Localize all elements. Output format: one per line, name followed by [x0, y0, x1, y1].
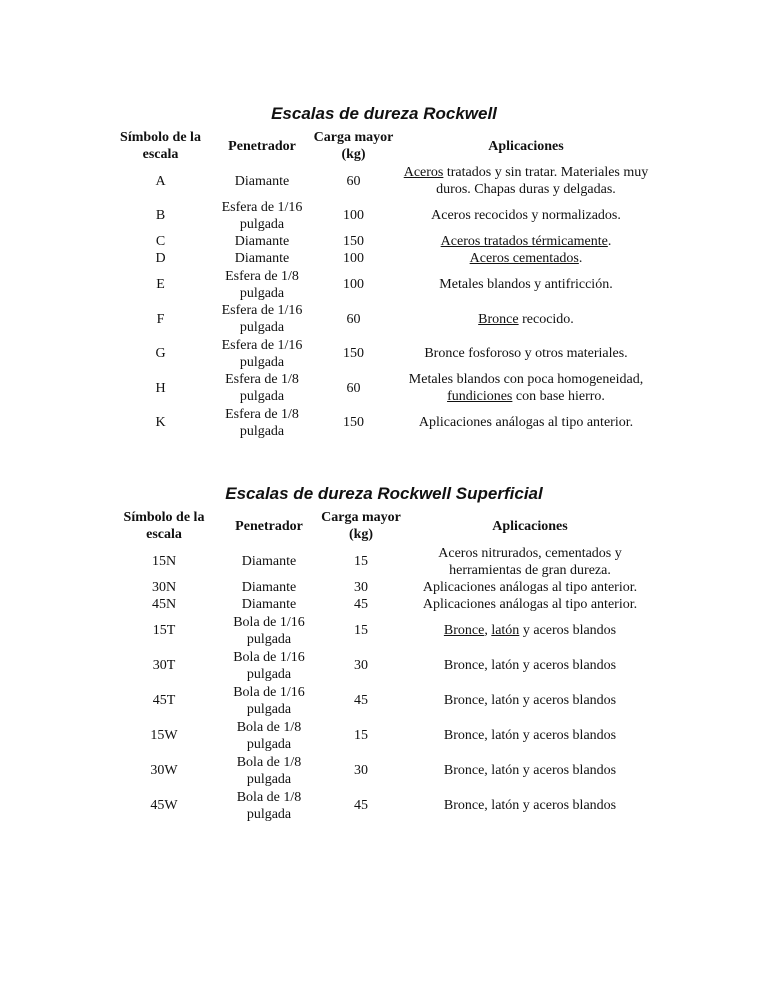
cell-applications [395, 405, 657, 440]
table-row [109, 164, 657, 198]
header-penetrator: Penetrador [228, 138, 296, 154]
cell-symbol: 45W [150, 798, 178, 813]
cell-applications [395, 267, 657, 302]
cell-applications [395, 198, 657, 233]
cell-load: 60 [346, 380, 361, 396]
app-text: Bronce fosforoso y otros materiales. [424, 346, 628, 361]
header-load: Carga mayor (kg) [313, 130, 394, 162]
cell-symbol: 15W [150, 728, 178, 743]
cell-symbol: 45T [152, 693, 176, 708]
cell-symbol: 30N [151, 580, 177, 595]
cell-symbol: B [155, 208, 166, 223]
term-link[interactable]: fundiciones [447, 389, 513, 404]
cell-load: 150 [343, 346, 364, 361]
cell-applications [395, 164, 657, 198]
cell-penetrator: Esfera de 1/8 pulgada [225, 268, 299, 301]
term-link[interactable]: Aceros [403, 165, 444, 180]
cell-load: 15 [354, 728, 368, 743]
table-row [109, 718, 657, 753]
cell-load: 45 [354, 597, 368, 612]
cell-load: 30 [354, 763, 368, 778]
cell-penetrator: Esfera de 1/16 pulgada [221, 199, 303, 232]
header-symbol: Símbolo de la escala [123, 510, 205, 542]
cell-symbol: E [156, 277, 165, 292]
cell-load: 100 [343, 251, 364, 266]
cell-load: 150 [343, 234, 364, 249]
table-row [109, 267, 657, 302]
cell-applications [403, 648, 657, 683]
app-text: Aplicaciones análogas al tipo anterior. [422, 580, 638, 595]
app-text: recocido. [518, 311, 574, 327]
cell-load: 100 [343, 208, 364, 223]
app-text: Aceros nitrurados, cementados y herramientas de gran dureza. [438, 545, 622, 578]
cell-applications [395, 302, 657, 336]
cell-applications [403, 613, 657, 648]
header-row [109, 128, 657, 164]
term-link[interactable]: latón [491, 623, 520, 638]
table-row [109, 250, 657, 267]
app-text: , [484, 623, 492, 638]
app-text: Bronce, latón y aceros blandos [443, 693, 617, 708]
cell-symbol: A [155, 173, 166, 189]
rockwell-table [109, 128, 657, 440]
cell-symbol: D [155, 251, 166, 266]
header-penetrator: Penetrador [235, 518, 303, 534]
term-link[interactable]: Aceros cementados [469, 251, 579, 266]
app-text: . [578, 251, 583, 266]
cell-symbol: F [156, 311, 165, 327]
rockwell-title: Escalas de dureza Rockwell [271, 104, 497, 123]
cell-symbol: G [155, 346, 166, 361]
header-load: Carga mayor (kg) [321, 510, 401, 542]
cell-penetrator: Bola de 1/16 pulgada [233, 614, 305, 647]
table-row [109, 198, 657, 233]
app-text: tratados y sin tratar. Materiales muy duros. Chapas duras y delgadas. [436, 165, 649, 197]
cell-penetrator: Diamante [234, 251, 290, 266]
cell-penetrator: Diamante [241, 580, 297, 595]
cell-load: 30 [354, 580, 368, 595]
superficial-table [109, 508, 657, 823]
header-applications: Aplicaciones [488, 138, 564, 154]
app-text: Bronce, latón y aceros blandos [443, 728, 617, 743]
cell-penetrator: Diamante [241, 597, 297, 612]
cell-load: 100 [343, 277, 364, 292]
table-row [109, 302, 657, 336]
cell-symbol: 15T [152, 623, 176, 638]
app-text: Aplicaciones análogas al tipo anterior. [422, 597, 638, 612]
table-row [109, 683, 657, 718]
table-row [109, 233, 657, 250]
cell-symbol: H [155, 380, 166, 396]
cell-penetrator: Diamante [241, 554, 297, 569]
cell-penetrator: Esfera de 1/16 pulgada [221, 303, 303, 335]
superficial-title: Escalas de dureza Rockwell Superficial [225, 484, 543, 503]
table-row [109, 579, 657, 596]
cell-symbol: 30W [150, 763, 178, 778]
table-row [109, 371, 657, 405]
cell-load: 45 [354, 693, 368, 708]
cell-load: 45 [354, 798, 368, 813]
cell-applications [403, 683, 657, 718]
header-symbol: Símbolo de la escala [120, 130, 201, 162]
app-text: y aceros blandos [519, 623, 617, 638]
cell-penetrator: Diamante [234, 173, 290, 189]
app-text: Metales blandos con poca homogeneidad, [408, 372, 644, 387]
cell-applications [403, 753, 657, 788]
table-row [109, 788, 657, 823]
table-row [109, 336, 657, 371]
term-link[interactable]: Bronce [443, 623, 485, 638]
cell-load: 15 [354, 623, 368, 638]
cell-applications [403, 788, 657, 823]
cell-applications [403, 596, 657, 613]
cell-applications [395, 233, 657, 250]
cell-applications [395, 371, 657, 405]
app-text: Metales blandos y antifricción. [439, 277, 613, 292]
header-row [109, 508, 657, 544]
table-row [109, 596, 657, 613]
cell-load: 150 [343, 415, 364, 430]
term-link[interactable]: Bronce [478, 311, 519, 327]
cell-symbol: K [155, 415, 166, 430]
cell-symbol: 30T [152, 658, 176, 673]
cell-load: 60 [346, 311, 361, 327]
cell-symbol: 15N [151, 554, 177, 569]
table-row [109, 405, 657, 440]
cell-penetrator: Bola de 1/8 pulgada [236, 789, 302, 822]
cell-applications [403, 579, 657, 596]
cell-penetrator: Bola de 1/8 pulgada [236, 719, 302, 752]
cell-applications [395, 336, 657, 371]
app-text: Bronce, latón y aceros blandos [443, 763, 617, 778]
cell-applications [395, 250, 657, 267]
app-text: Aceros recocidos y normalizados. [431, 208, 621, 223]
cell-penetrator: Esfera de 1/8 pulgada [225, 372, 299, 404]
app-text: Bronce, latón y aceros blandos [443, 798, 617, 813]
cell-load: 15 [354, 554, 368, 569]
cell-symbol: C [155, 234, 166, 249]
app-text: Aplicaciones análogas al tipo anterior. [418, 415, 634, 430]
cell-symbol: 45N [151, 597, 177, 612]
app-text: con base hierro. [512, 389, 605, 404]
cell-penetrator: Diamante [234, 234, 290, 249]
cell-applications [403, 718, 657, 753]
cell-penetrator: Esfera de 1/16 pulgada [221, 337, 303, 370]
cell-penetrator: Bola de 1/16 pulgada [233, 649, 305, 682]
term-link[interactable]: Aceros tratados térmicamente [440, 234, 608, 249]
cell-load: 30 [354, 658, 368, 673]
app-text: Bronce, latón y aceros blandos [443, 658, 617, 673]
cell-penetrator: Esfera de 1/8 pulgada [225, 406, 299, 439]
header-applications: Aplicaciones [492, 518, 568, 534]
table-row [109, 648, 657, 683]
table-row [109, 753, 657, 788]
cell-applications [403, 544, 657, 579]
table-row [109, 613, 657, 648]
table-row [109, 544, 657, 579]
app-text: . [607, 234, 612, 249]
cell-penetrator: Bola de 1/16 pulgada [233, 684, 305, 717]
cell-load: 60 [346, 173, 361, 189]
cell-penetrator: Bola de 1/8 pulgada [236, 754, 302, 787]
